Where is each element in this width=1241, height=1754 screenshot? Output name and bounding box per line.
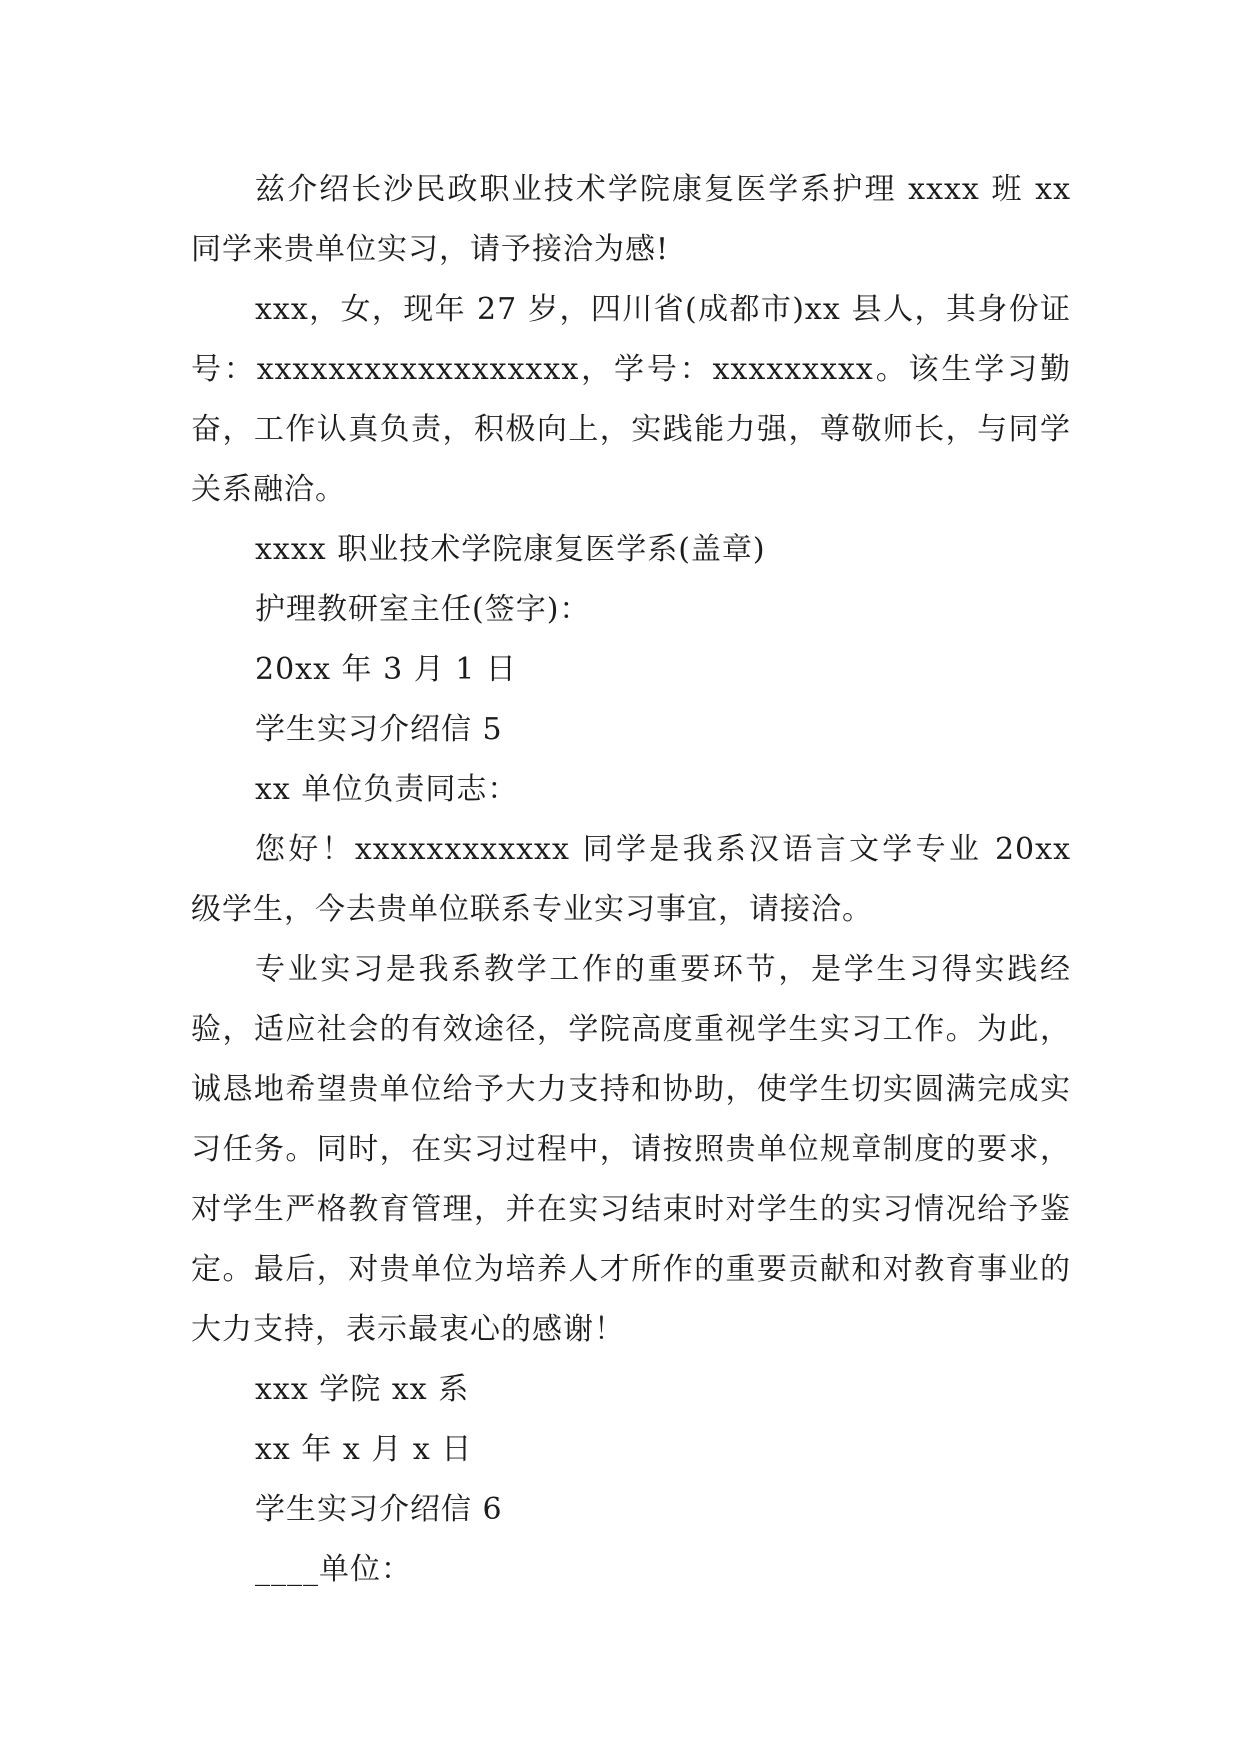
- letter5-date: xx 年 x 月 x 日: [255, 1432, 473, 1467]
- signature-department: xxxx 职业技术学院康复医学系(盖章): [255, 532, 766, 567]
- signature-date: 20xx 年 3 月 1 日: [255, 652, 517, 687]
- signature-director: 护理教研室主任(签字)：: [255, 592, 591, 627]
- letter5-salutation: xx 单位负责同志：: [255, 772, 519, 807]
- paragraph-introduction: 兹介绍长沙民政职业技术学院康复医学系护理 xxxx 班 xx 同学来贵单位实习，请予接洽为感!: [191, 172, 1071, 267]
- letter6-title: 学生实习介绍信 6: [255, 1492, 503, 1527]
- letter5-sender: xxx 学院 xx 系: [255, 1372, 470, 1407]
- letter5-paragraph-greeting: 您好！xxxxxxxxxxxx 同学是我系汉语言文学专业 20xx 级学生，今去贵单位联系专业实习事宜，请接洽。: [191, 832, 1071, 927]
- letter6-salutation: ____单位：: [255, 1552, 412, 1587]
- document-body: [191, 160, 1071, 1600]
- letter5-paragraph-body: 专业实习是我系教学工作的重要环节，是学生习得实践经验，适应社会的有效途径，学院高度重视学生实习工作。为此，诚恳地希望贵单位给予大力支持和协助，使学生切实圆满完成实习任务。同时，在实习过程中，请按照贵单位规章制度的要求，对学生严格教育管理，并在实习结束时对学生的实习情况给予鉴定。最后，对贵单位为培养人才所作的重要贡献和对教育事业的大力支持，表示最衷心的感谢！: [191, 952, 1071, 1347]
- paragraph-student-info: xxx，女，现年 27 岁，四川省(成都市)xx 县人，其身份证号：xxxxxxxxxxxxxxxxxx，学号：xxxxxxxxx。该生学习勤奋，工作认真负责，积极向上，实践能力强，尊敬师长，与同学关系融洽。: [191, 292, 1071, 507]
- letter5-title: 学生实习介绍信 5: [255, 712, 503, 747]
